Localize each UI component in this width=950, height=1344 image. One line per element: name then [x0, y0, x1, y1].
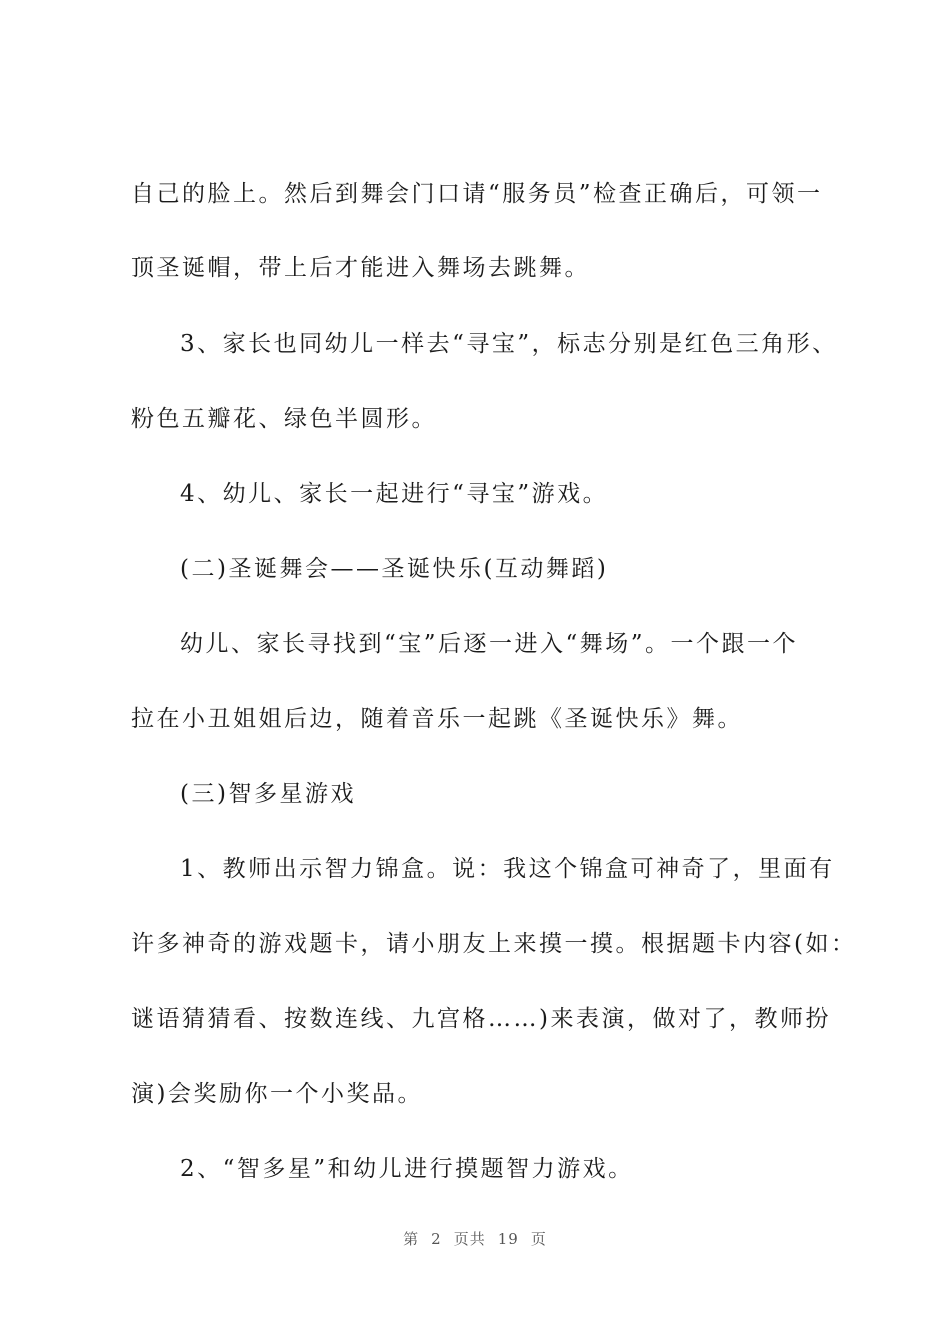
paragraph-line: 3、家长也同幼儿一样去“寻宝”，标志分别是红色三角形、 [180, 331, 838, 357]
section-heading: (二)圣诞舞会——圣诞快乐(互动舞蹈) [180, 556, 609, 582]
footer-total-pages: 19 [497, 1230, 519, 1248]
paragraph-line: 许多神奇的游戏题卡，请小朋友上来摸一摸。根据题卡内容(如： [131, 931, 857, 957]
paragraph-line: 4、幼儿、家长一起进行“寻宝”游戏。 [180, 481, 609, 507]
section-heading: (三)智多星游戏 [180, 781, 356, 807]
footer-suffix: 页 [530, 1230, 547, 1248]
footer-prefix: 第 [403, 1230, 420, 1248]
footer-middle: 页共 [453, 1230, 486, 1248]
paragraph-line: 顶圣诞帽，带上后才能进入舞场去跳舞。 [131, 255, 590, 281]
paragraph-line: 2、“智多星”和幼儿进行摸题智力游戏。 [180, 1156, 634, 1182]
paragraph-line: 1、教师出示智力锦盒。说：我这个锦盒可神奇了，里面有 [180, 856, 835, 882]
paragraph-line: 粉色五瓣花、绿色半圆形。 [131, 406, 437, 432]
page-footer [0, 1228, 950, 1249]
paragraph-line: 谜语猜猜看、按数连线、九宫格……)来表演，做对了，教师扮 [131, 1006, 831, 1032]
paragraph-line: 演)会奖励你一个小奖品。 [131, 1081, 423, 1107]
paragraph-line: 拉在小丑姐姐后边，随着音乐一起跳《圣诞快乐》舞。 [131, 706, 743, 732]
footer-page-number: 2 [431, 1230, 442, 1248]
paragraph-line: 自己的脸上。然后到舞会门口请“服务员”检查正确后，可领一 [131, 181, 823, 207]
paragraph-line: 幼儿、家长寻找到“宝”后逐一进入“舞场”。一个跟一个 [180, 631, 799, 657]
